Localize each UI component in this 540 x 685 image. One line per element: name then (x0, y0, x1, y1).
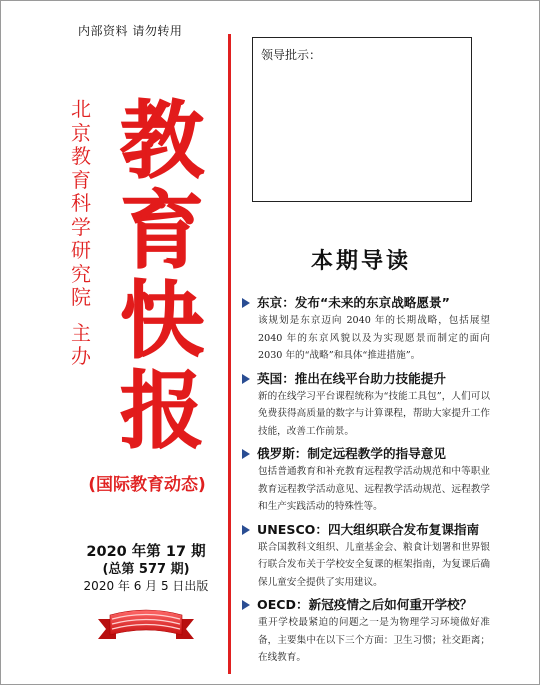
guide-item (242, 596, 532, 667)
masthead-char: 育 (119, 181, 204, 280)
internal-note: 内部资料 请勿转用 (78, 24, 183, 38)
guide-item-body: 重开学校最紧迫的问题之一是为物理学习环境做好准备，主要集中在以下三个方面：卫生习惯；社交距离；在线教育。 (258, 617, 490, 663)
masthead-char: 教 (119, 91, 204, 190)
guide-item-body: 联合国教科文组织、儿童基金会、粮食计划署和世界银行联合发布关于学校安全复课的框架指南，为复课后确保儿童安全提供了实用建议。 (258, 541, 490, 588)
masthead-char: 快 (119, 271, 204, 370)
guide-item-heading: 俄罗斯：制定远程教学的指导意见 (257, 446, 446, 461)
triangle-right-icon (242, 525, 250, 535)
vertical-divider (228, 34, 231, 674)
guide-item-heading: 东京：发布“未来的东京战略愿景” (257, 295, 450, 310)
comment-label: 领导批示： (261, 48, 322, 62)
institution-block (68, 98, 94, 369)
leadership-comment-box (252, 37, 472, 202)
triangle-right-icon (242, 298, 250, 308)
issue-total-number: (总第 577 期) (102, 562, 190, 577)
guide-item-heading: UNESCO：四大组织联合发布复课指南 (257, 521, 480, 537)
issue-number: 2020 年第 17 期 (86, 544, 206, 560)
guide-item (242, 445, 532, 516)
guide-item (242, 370, 532, 441)
triangle-right-icon (242, 449, 250, 459)
masthead-char: 报 (119, 361, 204, 460)
guide-item-body: 新的在线学习平台课程统称为“技能工具包”，人们可以免费获得高质量的数字与计算课程，帮助大家提升工作技能，改善工作前景。 (258, 390, 490, 437)
guide-list (242, 294, 532, 672)
institution-name: 北京教育科学研究院 (71, 97, 91, 309)
guide-item (242, 521, 532, 592)
guide-item (242, 294, 532, 365)
masthead-title (104, 91, 220, 460)
ribbon-banner-icon (96, 607, 196, 649)
guide-item-heading: 英国：推出在线平台助力技能提升 (257, 370, 446, 386)
guide-item-body: 包括普通教育和补充教育远程教学活动规范和中等职业教育远程教学活动意见、远程教学活动规范、远程教学和生产实践活动的特殊性等。 (258, 466, 490, 512)
triangle-right-icon (242, 600, 250, 610)
triangle-right-icon (242, 374, 250, 384)
publication-subtitle: (国际教育动态) (88, 475, 206, 495)
guide-title: 本期导读 (310, 248, 411, 274)
guide-item-body: 该规划是东京迈向 2040 年的长期战略，包括展望 2040 年的东京风貌以及为实现愿景而制定的面向 2030 年的“战略”和具体“推进措施”。 (258, 315, 490, 361)
institution-role: 主办 (71, 320, 91, 368)
issue-date: 2020 年 6 月 5 日出版 (83, 579, 209, 593)
guide-item-heading: OECD：新冠疫情之后如何重开学校？ (257, 597, 473, 612)
